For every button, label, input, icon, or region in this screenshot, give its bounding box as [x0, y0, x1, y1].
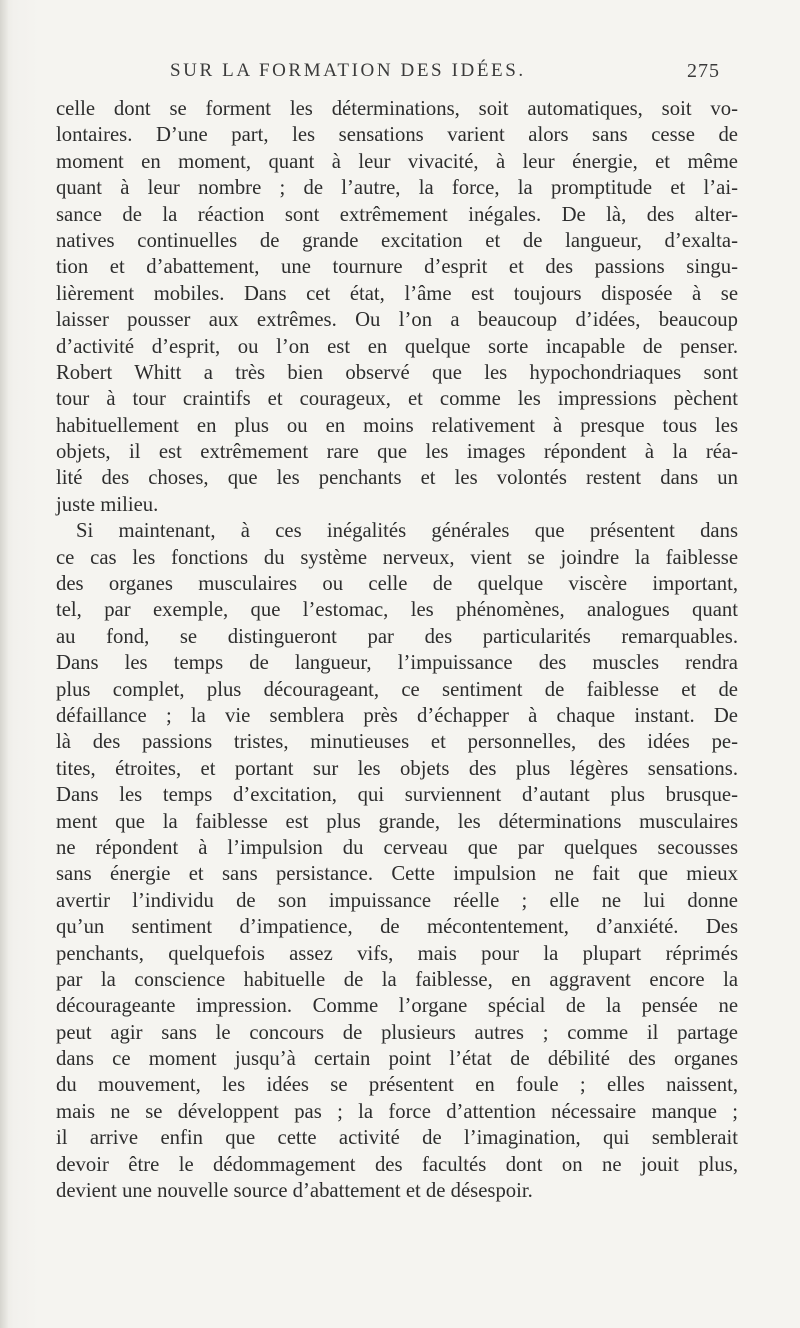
page-gutter-shadow [0, 0, 8, 1328]
text-line: ce cas les fonctions du système nerveux, vient se joindre la faiblesse [56, 546, 738, 569]
text-line: peut agir sans le concours de plusieurs autres ; comme il partage [56, 1021, 738, 1044]
text-line: des organes musculaires ou celle de quelque viscère important, [56, 573, 738, 596]
text-line: d’activité d’esprit, ou l’on est en quelque sorte incapable de penser. [56, 335, 738, 358]
text-line: décourageante impression. Comme l’organe spécial de la pensée ne [56, 995, 738, 1018]
text-line: quant à leur nombre ; de l’autre, la force, la promptitude et l’ai- [56, 177, 738, 200]
text-line: juste milieu. [56, 493, 159, 516]
text-line: tour à tour craintifs et courageux, et comme les impressions pèchent [56, 388, 738, 411]
text-line: du mouvement, les idées se présentent en foule ; elles naissent, [56, 1074, 738, 1097]
text-line: Dans les temps d’excitation, qui surviennent d’autant plus brusque- [56, 784, 738, 807]
page-number: 275 [687, 60, 720, 82]
text-line: sance de la réaction sont extrêmement inégales. De là, des alter- [56, 203, 738, 226]
text-line: lièrement mobiles. Dans cet état, l’âme est toujours disposée à se [56, 282, 738, 305]
text-line: Si maintenant, à ces inégalités générales que présentent dans [76, 520, 738, 543]
text-line: ne répondent à l’impulsion du cerveau que par quelques secousses [56, 836, 738, 859]
text-line: lité des choses, que les penchants et les volontés restent dans un [56, 467, 738, 490]
text-line: au fond, se distingueront par des particularités remarquables. [56, 625, 738, 648]
text-line: défaillance ; la vie semblera près d’échapper à chaque instant. De [56, 704, 738, 727]
text-line: qu’un sentiment d’impatience, de mécontentement, d’anxiété. Des [56, 916, 738, 939]
text-line: lontaires. D’une part, les sensations varient alors sans cesse de [56, 124, 738, 147]
text-line: habituellement en plus ou en moins relativement à presque tous les [56, 414, 738, 437]
running-head [160, 60, 720, 94]
text-line: mais ne se développent pas ; la force d’attention nécessaire manque ; [56, 1100, 738, 1123]
text-line: objets, il est extrêmement rare que les images répondent à la réa- [56, 441, 738, 464]
text-line: par la conscience habituelle de la faiblesse, en aggravent encore la [56, 968, 738, 991]
text-line: sans énergie et sans persistance. Cette impulsion ne fait que mieux [56, 863, 738, 886]
text-line: devoir être le dédommagement des facultés dont on ne jouit plus, [56, 1153, 738, 1176]
text-line: tel, par exemple, que l’estomac, les phénomènes, analogues quant [56, 599, 738, 622]
text-line: avertir l’individu de son impuissance réelle ; elle ne lui donne [56, 889, 738, 912]
text-line: Dans les temps de langueur, l’impuissance des muscles rendra [56, 652, 738, 675]
text-line: tion et d’abattement, une tournure d’esprit et des passions singu- [56, 256, 738, 279]
body-text [56, 96, 738, 1204]
paragraph-2 [56, 518, 738, 1204]
text-line: natives continuelles de grande excitation et de langueur, d’exalta- [56, 229, 738, 252]
text-line: devient une nouvelle source d’abattement et de désespoir. [56, 1180, 533, 1203]
paragraph-1 [56, 96, 738, 518]
text-line: penchants, quelquefois assez vifs, mais pour la plupart réprimés [56, 942, 738, 965]
text-line: ment que la faiblesse est plus grande, les déterminations musculaires [56, 810, 738, 833]
text-line: moment en moment, quant à leur vivacité, à leur énergie, et même [56, 150, 738, 173]
text-line: laisser pousser aux extrêmes. Ou l’on a beaucoup d’idées, beaucoup [56, 309, 738, 332]
text-line: Robert Whitt a très bien observé que les hypochondriaques sont [56, 361, 738, 384]
running-title: SUR LA FORMATION DES IDÉES. [170, 60, 526, 81]
text-line: il arrive enfin que cette activité de l’imagination, qui semblerait [56, 1127, 738, 1150]
text-line: celle dont se forment les déterminations, soit automatiques, soit vo- [56, 98, 738, 120]
text-line: plus complet, plus décourageant, ce sentiment de faiblesse et de [56, 678, 738, 701]
text-line: dans ce moment jusqu’à certain point l’état de débilité des organes [56, 1048, 738, 1071]
text-line: tites, étroites, et portant sur les objets des plus légères sensations. [56, 757, 738, 780]
text-line: là des passions tristes, minutieuses et personnelles, des idées pe- [56, 731, 738, 754]
